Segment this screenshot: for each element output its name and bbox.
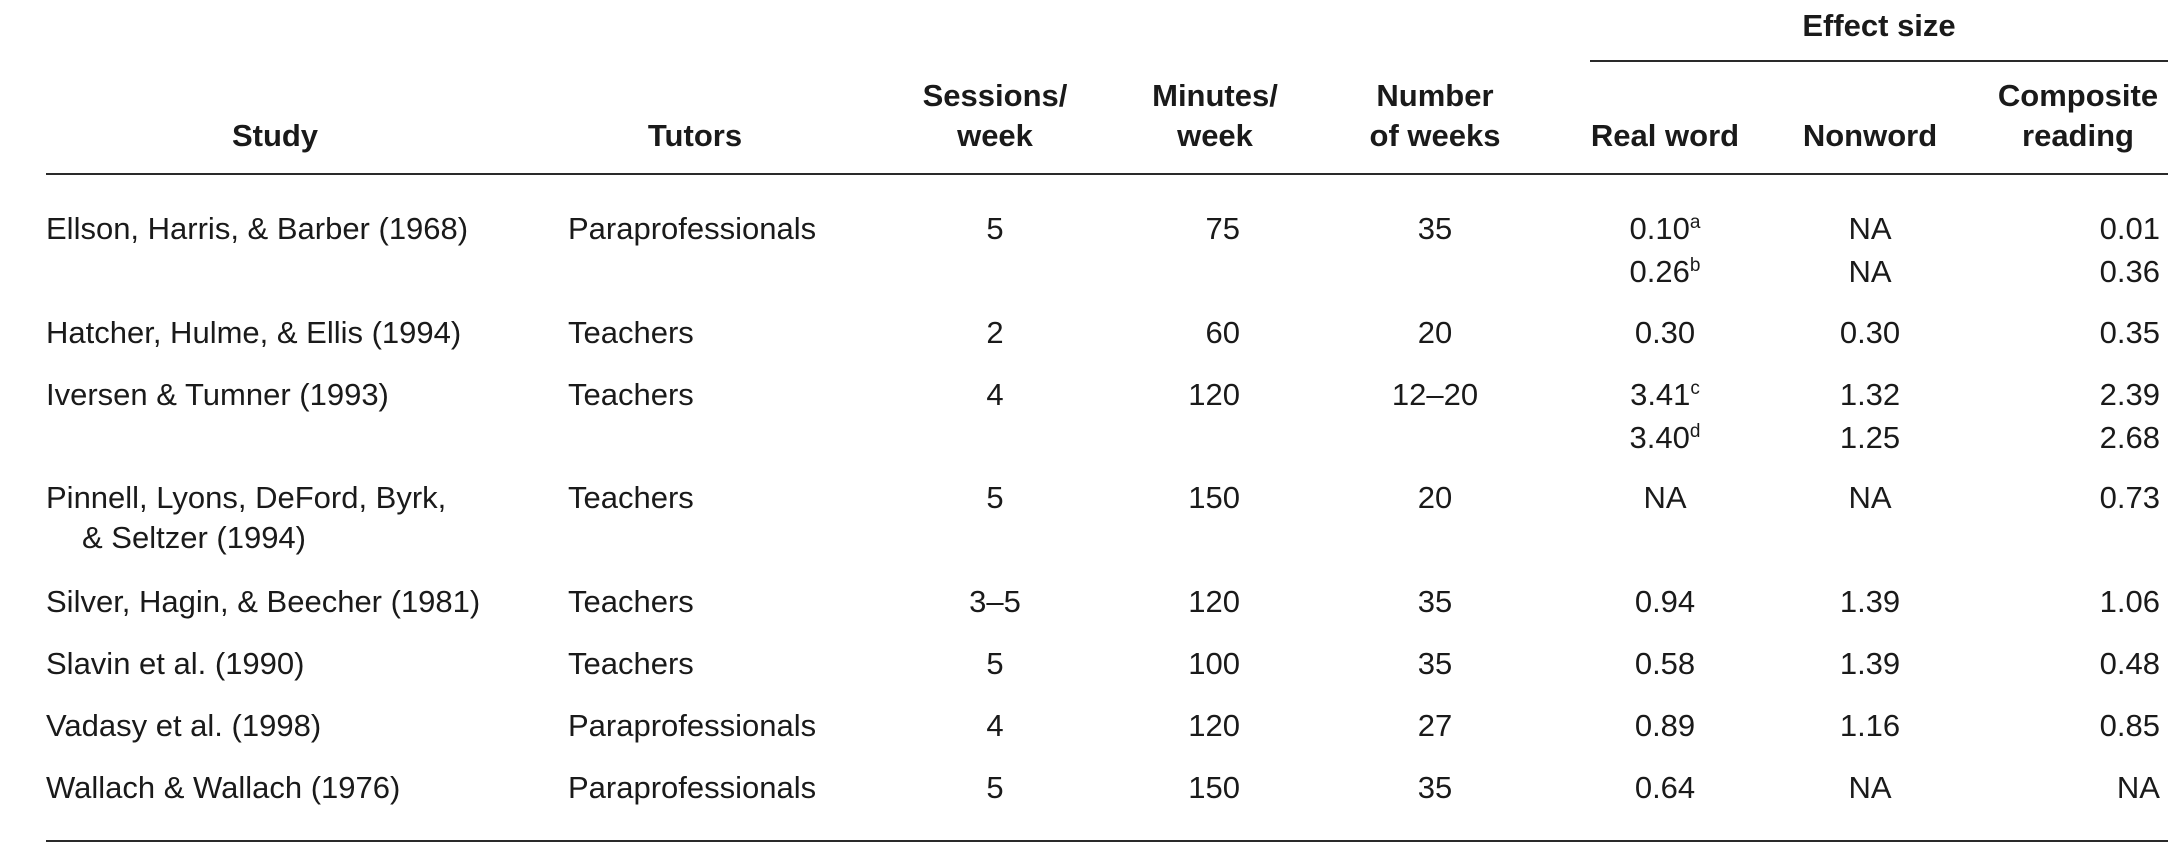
- composite-reading-effect-cell: 0.35: [2099, 315, 2160, 350]
- real-word-effect-value: 0.30: [1634, 315, 1696, 350]
- real-word-effect-cell: [1600, 252, 1730, 292]
- tutors-cell: Paraprofessionals: [568, 211, 817, 246]
- real-word-effect-value: 0.58: [1634, 646, 1696, 681]
- real-word-effect-cell: [1600, 768, 1730, 808]
- header-minutes-week: Minutes/ week: [1152, 78, 1278, 153]
- nonword-effect-cell: 1.32: [1839, 377, 1901, 412]
- sessions-cell: 3–5: [969, 584, 1021, 619]
- minutes-cell: 60: [1205, 315, 1240, 350]
- footnote-marker: b: [1689, 255, 1701, 276]
- study-cell: [46, 582, 566, 622]
- weeks-cell: 35: [1417, 584, 1453, 619]
- footnote-marker: c: [1690, 378, 1700, 399]
- real-word-effect-value: 3.40: [1629, 420, 1690, 455]
- effect-size-group-header: Effect size: [1802, 8, 1956, 43]
- study-cell: [46, 644, 566, 684]
- minutes-cell: 75: [1205, 211, 1240, 246]
- header-number-of-weeks: Number of weeks: [1369, 78, 1501, 153]
- study-name: Ellson, Harris, & Barber (1968): [46, 211, 469, 246]
- weeks-cell: 20: [1417, 480, 1453, 515]
- real-word-effect-cell: [1600, 209, 1730, 249]
- study-name: Slavin et al. (1990): [46, 646, 305, 681]
- tutors-cell: Teachers: [568, 584, 694, 619]
- minutes-cell: 120: [1188, 377, 1240, 412]
- nonword-effect-cell: NA: [1848, 480, 1892, 515]
- sessions-cell: 4: [986, 377, 1004, 412]
- sessions-cell: 5: [986, 480, 1004, 515]
- sessions-cell: 5: [986, 211, 1004, 246]
- study-name: Pinnell, Lyons, DeFord, Byrk,: [46, 480, 447, 515]
- real-word-effect-cell: [1600, 478, 1730, 518]
- minutes-cell: 150: [1188, 480, 1240, 515]
- header-study: Study: [231, 118, 319, 153]
- composite-reading-effect-cell: 0.85: [2099, 708, 2160, 743]
- minutes-cell: 120: [1188, 708, 1240, 743]
- weeks-cell: 35: [1417, 211, 1453, 246]
- header-composite-reading: Composite reading: [1997, 78, 2159, 153]
- study-name: Vadasy et al. (1998): [46, 708, 322, 743]
- study-name: Wallach & Wallach (1976): [46, 770, 401, 805]
- real-word-effect-value: 0.10: [1629, 211, 1690, 246]
- study-cell: [46, 768, 566, 808]
- nonword-effect-cell: 0.30: [1839, 315, 1901, 350]
- real-word-effect-value: 3.41: [1630, 377, 1691, 412]
- composite-reading-effect-cell: 1.06: [2099, 584, 2160, 619]
- nonword-effect-cell: 1.39: [1839, 646, 1901, 681]
- study-name: Iversen & Tumner (1993): [46, 377, 389, 412]
- sessions-cell: 5: [986, 770, 1004, 805]
- weeks-cell: 35: [1417, 646, 1453, 681]
- header-rule: [46, 173, 2168, 175]
- header-tutors: Tutors: [647, 118, 743, 153]
- header-nonword: Nonword: [1802, 118, 1938, 153]
- composite-reading-effect-cell: 0.01: [2099, 211, 2160, 246]
- real-word-effect-cell: [1600, 706, 1730, 746]
- weeks-cell: 27: [1417, 708, 1453, 743]
- study-cell: [46, 313, 566, 353]
- real-word-effect-cell: [1600, 418, 1730, 458]
- composite-reading-effect-cell: 0.36: [2099, 254, 2160, 289]
- study-cell: [46, 706, 566, 746]
- real-word-effect-cell: [1600, 582, 1730, 622]
- weeks-cell: 12–20: [1391, 377, 1479, 412]
- study-name: Silver, Hagin, & Beecher (1981): [46, 584, 481, 619]
- real-word-effect-value: 0.89: [1634, 708, 1696, 743]
- composite-reading-effect-cell: 0.73: [2099, 480, 2160, 515]
- header-real-word: Real word: [1590, 118, 1740, 153]
- composite-reading-effect-cell: 0.48: [2099, 646, 2160, 681]
- footnote-marker: d: [1689, 421, 1701, 442]
- study-name: Hatcher, Hulme, & Ellis (1994): [46, 315, 462, 350]
- bottom-rule: [46, 840, 2168, 842]
- nonword-effect-cell: NA: [1848, 211, 1892, 246]
- minutes-cell: 150: [1188, 770, 1240, 805]
- tutors-cell: Teachers: [568, 480, 694, 515]
- nonword-effect-cell: 1.16: [1839, 708, 1901, 743]
- composite-reading-effect-cell: NA: [2116, 770, 2160, 805]
- study-name-continued: & Seltzer (1994): [82, 520, 306, 555]
- tutors-cell: Paraprofessionals: [568, 770, 817, 805]
- real-word-effect-value: 0.94: [1634, 584, 1696, 619]
- nonword-effect-cell: NA: [1848, 770, 1892, 805]
- sessions-cell: 2: [986, 315, 1004, 350]
- nonword-effect-cell: NA: [1848, 254, 1892, 289]
- composite-reading-effect-cell: 2.68: [2099, 420, 2160, 455]
- sessions-cell: 4: [986, 708, 1004, 743]
- nonword-effect-cell: 1.25: [1839, 420, 1901, 455]
- real-word-effect-value: 0.64: [1634, 770, 1696, 805]
- header-sessions-week: Sessions/ week: [922, 78, 1068, 153]
- minutes-cell: 100: [1188, 646, 1240, 681]
- tutors-cell: Paraprofessionals: [568, 708, 817, 743]
- real-word-effect-cell: [1600, 644, 1730, 684]
- tutors-cell: Teachers: [568, 646, 694, 681]
- composite-reading-effect-cell: 2.39: [2099, 377, 2160, 412]
- footnote-marker: a: [1689, 212, 1701, 233]
- minutes-cell: 120: [1188, 584, 1240, 619]
- tutors-cell: Teachers: [568, 377, 694, 412]
- study-cell: [46, 478, 566, 558]
- real-word-effect-value: 0.26: [1629, 254, 1690, 289]
- sessions-cell: 5: [986, 646, 1004, 681]
- study-cell: [46, 209, 566, 249]
- study-cell: [46, 375, 566, 415]
- real-word-effect-cell: [1600, 313, 1730, 353]
- weeks-cell: 20: [1417, 315, 1453, 350]
- effect-size-rule: [1590, 60, 2168, 62]
- real-word-effect-value: NA: [1643, 480, 1687, 515]
- real-word-effect-cell: [1600, 375, 1730, 415]
- nonword-effect-cell: 1.39: [1839, 584, 1901, 619]
- weeks-cell: 35: [1417, 770, 1453, 805]
- tutors-cell: Teachers: [568, 315, 694, 350]
